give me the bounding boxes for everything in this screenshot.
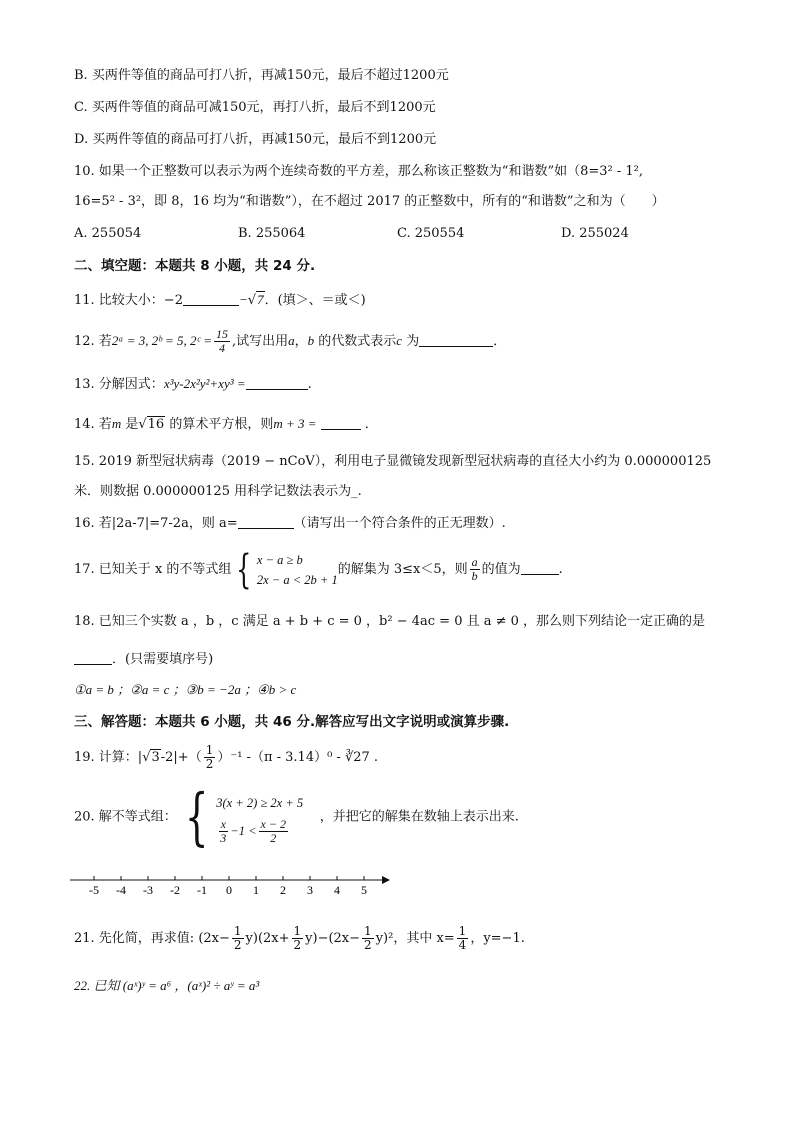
q21-frac-2-num: 1 [293, 924, 302, 938]
q21 [74, 922, 525, 956]
q20-prefix: 20. 解不等式组： [74, 809, 177, 825]
q12 [74, 328, 506, 355]
q21-frac-2 [292, 925, 304, 952]
q12-condition: 2ᵃ = 3, 2ᵇ = 5, 2ᶜ = [111, 333, 212, 348]
q19-tail: ）⁻¹ -（π - 3.14）⁰ - ∛27 . [217, 750, 379, 765]
q21-prefix: 21. 先化简，再求值: (2x− [74, 931, 230, 946]
q11: 11. 比较大小：−2 −√7．(填＞、＝或＜) [74, 292, 366, 308]
section3-title: 三、解答题：本题共 6 小题，共 46 分.解答应写出文字说明或演算步骤. [74, 714, 510, 730]
q21-part1: y)(2x+ [245, 931, 290, 946]
q17-brace: { [236, 546, 252, 593]
q12-var-b: b [307, 333, 315, 348]
q12-tail2: 为 [402, 334, 420, 349]
q21-frac-3-num: 1 [364, 924, 372, 938]
q19-mid: -2|+（ [160, 750, 202, 765]
q10-option-a: A. 255054 [74, 226, 142, 241]
q19-prefix: 19. 计算：| [74, 750, 143, 765]
q17-row1: x − a ≥ b [256, 552, 303, 567]
number-line-label: 3 [307, 883, 313, 897]
q16-tail: （请写出一个符合条件的正无理数）. [293, 516, 506, 531]
q20 [74, 780, 519, 853]
q21-frac-x-den: 4 [458, 938, 467, 952]
q12-end: ． [493, 334, 507, 349]
q17 [74, 548, 563, 592]
q13-blank [246, 375, 308, 390]
q17-prefix: 17. 已知关于 x 的不等式组 [74, 562, 232, 577]
q17-fraction [470, 556, 480, 583]
q21-frac-1-num: 1 [233, 924, 242, 938]
q11-minus: − [238, 292, 248, 307]
q9-option-b: B. 买两件等值的商品可打八折，再减150元，最后不超过1200元 [74, 68, 449, 83]
q12-var-c: c [396, 333, 403, 348]
q12-fraction [214, 328, 230, 355]
q12-prefix: 12. 若 [74, 334, 112, 349]
number-line-label: 0 [226, 883, 232, 897]
q13-end: . [307, 377, 312, 392]
q9-option-c: C. 买两件等值的商品可减150元，再打八折，最后不到1200元 [74, 100, 436, 115]
q18-options: ①a = b ；②a = c ；③b = −2a ；④b > c [74, 682, 297, 697]
q16-blank [238, 514, 294, 529]
q18-line1: 18. 已知三个实数 a ，b ，c 满足 a + b + c = 0 ，b² − 4ac = 0 且 a ≠ 0 ，那么则下列结论一定正确的是 [74, 614, 706, 629]
q14-blank [321, 415, 361, 430]
q21-frac-2-den: 2 [293, 938, 302, 952]
q20-row2-num-b: x − 2 [260, 817, 286, 832]
number-line-label: 2 [280, 883, 286, 897]
q12-frac-num: 15 [215, 327, 228, 341]
q10-line1: 10. 如果一个正整数可以表示为两个连续奇数的平方差，那么称该正整数为“和谐数”如（8=3² - 1², [74, 164, 644, 179]
q11-suffix: ．(填＞、＝或＜) [264, 293, 366, 308]
q21-frac-3 [362, 925, 374, 952]
q18-line2 [74, 650, 213, 670]
q12-frac-den: 4 [218, 341, 225, 355]
q17-blank [521, 560, 559, 575]
q17-system [231, 546, 338, 593]
q10-line2: 16=5² - 3²，即 8，16 均为“和谐数”），在不超过 2017 的正整数中，所有的“和谐数”之和为（ ） [74, 194, 665, 209]
q10-option-d: D. 255024 [561, 226, 629, 241]
number-line-label: -4 [116, 883, 126, 897]
q21-frac-1-den: 2 [233, 938, 242, 952]
q14: 14. 若m 是√16 的算术平方根，则m + 3 = ． [74, 416, 378, 432]
q14-prefix: 14. 若 [74, 417, 112, 432]
q12-suffix: ,试写出用 [231, 334, 289, 349]
number-line-arrow-icon [382, 876, 390, 884]
q11-prefix: 11. 比较大小：−2 [74, 293, 183, 308]
q9-option-d: D. 买两件等值的商品可打八折，再减150元，最后不到1200元 [74, 132, 437, 147]
q14-radicand: 16 [147, 417, 165, 432]
q14-mid: 是 [121, 417, 139, 432]
q12-blank [419, 332, 493, 347]
number-line-label: -2 [170, 883, 180, 897]
q10-options [74, 224, 774, 244]
q11-blank [183, 291, 239, 306]
number-line-label: -1 [197, 883, 207, 897]
q17-frac-den: b [471, 569, 478, 583]
q19-frac-num: 1 [205, 743, 214, 757]
q11-radicand: 7 [257, 292, 264, 307]
q13-prefix: 13. 分解因式： [74, 377, 164, 392]
q13-expression: x³y-2x²y²+xy³ = [163, 376, 246, 391]
q20-system [177, 780, 304, 853]
q19: 19. 计算：|√3-2|+（ $\frac{1}{2}$ ）⁻¹ -（π - 3.14）⁰ - ∛27 . [74, 743, 379, 771]
q20-row2-mid: −1 < [230, 823, 257, 838]
q20-row2-num-a: x [220, 817, 226, 832]
q16 [74, 514, 506, 534]
number-line-label: -5 [89, 883, 99, 897]
q17-row2: 2x − a < 2b + 1 [256, 572, 338, 587]
q12-tail1: 的代数式表示 [314, 334, 397, 349]
q10-option-c: C. 250554 [397, 226, 465, 241]
q21-frac-3-den: 2 [364, 938, 372, 952]
q14-end: ． [364, 417, 378, 432]
q20-tail: ，并把它的解集在数轴上表示出来. [319, 809, 519, 825]
q19-radicand: 3 [151, 750, 160, 765]
q16-text: 16. 若|2a-7|=7-2a，则 a= [74, 516, 238, 531]
q12-sep: ， [294, 334, 308, 349]
q21-frac-x-num: 1 [458, 924, 467, 938]
q19-frac-den: 2 [205, 757, 214, 771]
q20-row2-den-b: 2 [270, 831, 277, 846]
q20-brace: { [184, 780, 209, 853]
q19-fraction [204, 744, 216, 771]
q18-blank [74, 650, 112, 665]
q21-part2: y)−(2x− [305, 931, 361, 946]
q10-option-b: B. 255064 [238, 226, 306, 241]
q15-line1: 15. 2019 新型冠状病毒（2019 − nCoV），利用电子显微镜发现新型冠状病毒的直径大小约为 0.000000125 [74, 454, 712, 469]
q21-tail: ，y=−1. [470, 931, 525, 946]
q22: 22. 已知 (aˣ)ʸ = a⁶ ，(aˣ)² ÷ aʸ = a³ [74, 978, 260, 993]
q21-frac-x [457, 925, 469, 952]
q14-mid2: 的算术平方根，则 [165, 417, 274, 432]
q20-row1: 3(x + 2) ≥ 2x + 5 [216, 795, 304, 810]
q17-tail: 的值为 [481, 562, 521, 577]
q18-line2-text: ．(只需要填序号) [112, 652, 214, 667]
number-line-label: -3 [143, 883, 153, 897]
q20-row2-den-a: 3 [220, 831, 227, 846]
q15-line2: 米．则数据 0.000000125 用科学记数法表示为_. [74, 484, 362, 499]
number-line-label: 5 [361, 883, 367, 897]
q14-expression: m + 3 = [273, 416, 317, 431]
q17-end: . [558, 562, 563, 577]
q17-mid: 的解集为 3≤x＜5，则 [337, 562, 468, 577]
number-line [70, 870, 400, 900]
q13 [74, 374, 312, 395]
q17-frac-num: a [471, 555, 478, 569]
number-line-label: 1 [253, 883, 259, 897]
q21-frac-1 [232, 925, 244, 952]
q21-part3: y)²，其中 x= [375, 931, 455, 946]
q20-row2 [216, 817, 303, 846]
section2-title: 二、填空题：本题共 8 小题，共 24 分. [74, 258, 316, 274]
number-line-label: 4 [334, 883, 340, 897]
q12-var-a: a [288, 333, 295, 348]
q14-var-m: m [111, 416, 122, 431]
